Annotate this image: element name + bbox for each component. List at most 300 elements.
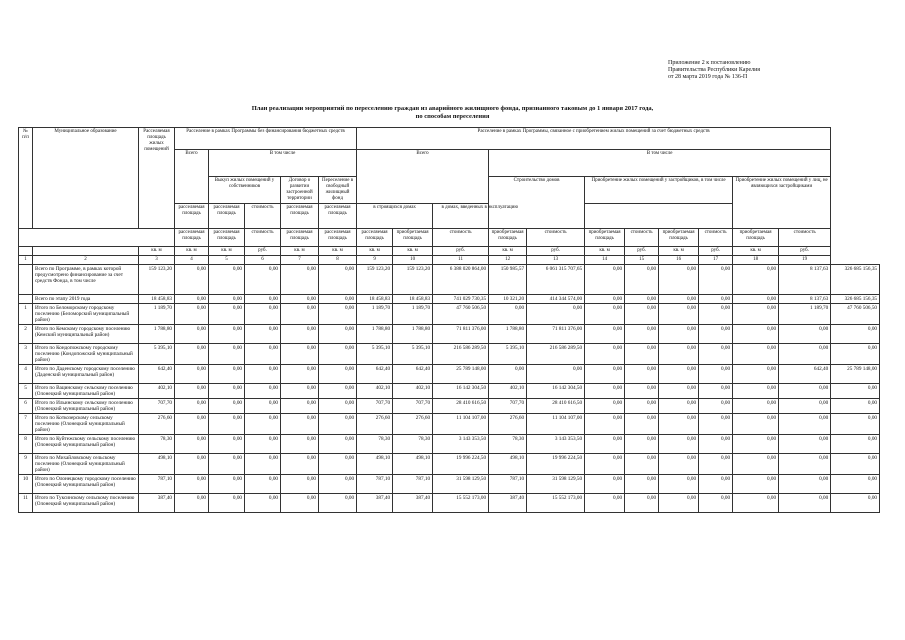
row-municipality: Итого по Туксинскому сельскому поселению (Олонецкий муниципальный район) bbox=[33, 494, 139, 513]
row-value: 787,10 bbox=[139, 475, 175, 494]
row-value: 0,00 bbox=[245, 384, 281, 399]
row-value: 0,00 bbox=[281, 304, 319, 325]
row-value: 642,40 bbox=[779, 365, 831, 384]
row-value: 0,00 bbox=[245, 265, 281, 295]
row-value: 0,00 bbox=[209, 399, 245, 414]
row-value: 0,00 bbox=[489, 304, 527, 325]
column-number: 6 bbox=[245, 256, 281, 265]
row-value: 0,00 bbox=[779, 494, 831, 513]
row-value: 0,00 bbox=[699, 494, 733, 513]
row-value: 0,00 bbox=[245, 365, 281, 384]
row-value: 0,00 bbox=[831, 435, 880, 454]
row-value: 16 142 304,50 bbox=[433, 384, 489, 399]
row-value: 0,00 bbox=[281, 414, 319, 435]
row-value: 216 586 289,50 bbox=[527, 344, 585, 365]
header-payout: Выкуп жилых помещений у собственников bbox=[209, 177, 281, 204]
unit-cell: кв. м bbox=[209, 247, 245, 256]
row-value: 0,00 bbox=[319, 325, 357, 344]
row-value: 0,00 bbox=[585, 265, 625, 295]
row-value: 787,10 bbox=[393, 475, 433, 494]
row-municipality: Итого по Кондопожскому городскому поселению (Кондопожский муниципальный район) bbox=[33, 344, 139, 365]
column-number: 1 bbox=[19, 256, 33, 265]
header-total-2: Всего bbox=[357, 150, 489, 204]
row-municipality: Итого по Михайловскому сельскому поселению (Олонецкий муниципальный район) bbox=[33, 454, 139, 475]
units-row bbox=[19, 247, 880, 256]
header-free-fund: Переселение в свободный жилищный фонд bbox=[319, 177, 357, 204]
row-value: 0,00 bbox=[319, 304, 357, 325]
table-row bbox=[19, 435, 880, 454]
row-value: 0,00 bbox=[175, 475, 209, 494]
unit-cell-empty bbox=[19, 247, 33, 256]
row-value: 387,40 bbox=[357, 494, 393, 513]
row-value: 0,00 bbox=[699, 325, 733, 344]
table-row bbox=[19, 399, 880, 414]
header-sub-acquired: приобретаемая площадь bbox=[393, 229, 433, 247]
row-value: 0,00 bbox=[527, 304, 585, 325]
row-value: 707,70 bbox=[139, 399, 175, 414]
row-value: 0,00 bbox=[281, 454, 319, 475]
row-value: 276,60 bbox=[393, 414, 433, 435]
row-value: 0,00 bbox=[319, 384, 357, 399]
header-in-building: в строящихся домах bbox=[357, 204, 433, 229]
row-municipality: Итого по Ильинскому сельскому поселению (Олонецкий муниципальный район) bbox=[33, 399, 139, 414]
row-value: 0,00 bbox=[319, 365, 357, 384]
table-row bbox=[19, 365, 880, 384]
column-number: 18 bbox=[733, 256, 779, 265]
row-value: 0,00 bbox=[699, 435, 733, 454]
row-value: 0,00 bbox=[319, 414, 357, 435]
header-municipality: Муниципальное образование bbox=[33, 128, 139, 229]
appendix-line-1: Приложение 2 к постановлению bbox=[668, 60, 751, 66]
row-value: 159 123,20 bbox=[393, 265, 433, 295]
row-value: 1 189,70 bbox=[393, 304, 433, 325]
unit-cell: кв. м bbox=[357, 247, 393, 256]
column-number: 4 bbox=[175, 256, 209, 265]
row-value: 0,00 bbox=[831, 494, 880, 513]
row-value: 0,00 bbox=[625, 454, 659, 475]
row-value: 0,00 bbox=[209, 295, 245, 304]
row-value: 6 388 020 864,00 bbox=[433, 265, 489, 295]
row-value: 0,00 bbox=[281, 344, 319, 365]
row-value: 1 189,70 bbox=[357, 304, 393, 325]
row-value: 0,00 bbox=[699, 304, 733, 325]
row-value: 0,00 bbox=[659, 344, 699, 365]
row-number: 9 bbox=[19, 454, 33, 475]
row-value: 0,00 bbox=[209, 304, 245, 325]
row-value: 28 410 616,50 bbox=[433, 399, 489, 414]
row-value: 0,00 bbox=[625, 325, 659, 344]
row-value: 0,00 bbox=[699, 454, 733, 475]
row-value: 0,00 bbox=[585, 304, 625, 325]
row-value: 0,00 bbox=[779, 475, 831, 494]
appendix-note bbox=[668, 60, 760, 81]
row-value: 1 788,80 bbox=[139, 325, 175, 344]
row-value: 0,00 bbox=[489, 365, 527, 384]
row-number: 11 bbox=[19, 494, 33, 513]
row-value: 0,00 bbox=[209, 265, 245, 295]
row-municipality: Итого по Коткозерскому сельскому поселению (Олонецкий муниципальный район) bbox=[33, 414, 139, 435]
row-value: 0,00 bbox=[209, 344, 245, 365]
row-value: 0,00 bbox=[659, 494, 699, 513]
row-value: 78,30 bbox=[489, 435, 527, 454]
row-value: 0,00 bbox=[281, 265, 319, 295]
row-value: 0,00 bbox=[659, 265, 699, 295]
header-buy-dev: Приобретение жилых помещений у застройщиков, в том числе bbox=[585, 177, 733, 204]
row-value: 414 344 574,00 bbox=[527, 295, 585, 304]
unit-cell: кв. м bbox=[281, 247, 319, 256]
row-value: 0,00 bbox=[831, 384, 880, 399]
row-number bbox=[19, 265, 33, 295]
row-value: 642,40 bbox=[139, 365, 175, 384]
title-line-2: по способам переселения bbox=[415, 113, 490, 120]
row-number: 4 bbox=[19, 365, 33, 384]
table-row bbox=[19, 265, 880, 295]
row-value: 18 458,83 bbox=[357, 295, 393, 304]
row-value: 0,00 bbox=[175, 265, 209, 295]
row-value: 71 811 376,00 bbox=[527, 325, 585, 344]
unit-cell: кв. м bbox=[585, 247, 625, 256]
row-value: 0,00 bbox=[831, 399, 880, 414]
row-number: 8 bbox=[19, 435, 33, 454]
row-number: 2 bbox=[19, 325, 33, 344]
title-line-1: План реализации мероприятий по переселению граждан из аварийного жилищного фонда, признанного таковым до 1 января 2017 года, bbox=[251, 105, 654, 112]
header-with-budget: Расселение в рамках Программы, связанное с приобретением жилых помещений за счет бюджетных средств bbox=[357, 128, 831, 150]
unit-cell: кв. м bbox=[489, 247, 527, 256]
row-value: 31 598 129,50 bbox=[527, 475, 585, 494]
row-value: 402,10 bbox=[357, 384, 393, 399]
row-value: 0,00 bbox=[831, 475, 880, 494]
row-value: 1 189,70 bbox=[779, 304, 831, 325]
row-value: 0,00 bbox=[659, 414, 699, 435]
row-value: 707,70 bbox=[357, 399, 393, 414]
row-value: 159 123,20 bbox=[357, 265, 393, 295]
header-sub-area: расселяемая площадь bbox=[281, 204, 319, 229]
row-municipality: Итого по Олонецкому городскому поселению (Олонецкий муниципальный район) bbox=[33, 475, 139, 494]
row-value: 0,00 bbox=[319, 494, 357, 513]
row-value: 0,00 bbox=[659, 325, 699, 344]
row-value: 0,00 bbox=[209, 384, 245, 399]
row-value: 0,00 bbox=[699, 414, 733, 435]
row-municipality: Итого по Кемскому городскому поселению (Кемский муниципальный район) bbox=[33, 325, 139, 344]
row-value: 3 143 353,50 bbox=[433, 435, 489, 454]
row-value: 16 142 304,50 bbox=[527, 384, 585, 399]
row-value: 498,10 bbox=[489, 454, 527, 475]
row-value: 0,00 bbox=[175, 384, 209, 399]
unit-cell: кв. м bbox=[659, 247, 699, 256]
row-value: 18 458,83 bbox=[139, 295, 175, 304]
document-title bbox=[0, 105, 905, 121]
row-value: 402,10 bbox=[139, 384, 175, 399]
header-num: № п/п bbox=[19, 128, 33, 229]
row-value: 0,00 bbox=[209, 494, 245, 513]
header-sub-cost: стоимость bbox=[699, 229, 733, 247]
header-sub-cost: стоимость bbox=[527, 229, 585, 247]
row-value: 0,00 bbox=[733, 365, 779, 384]
row-municipality: Итого по Вацинскому сельскому поселению (Олонецкий муниципальный район) bbox=[33, 384, 139, 399]
column-number: 7 bbox=[281, 256, 319, 265]
row-value: 0,00 bbox=[699, 365, 733, 384]
row-value: 0,00 bbox=[175, 454, 209, 475]
row-value: 8 137,63 bbox=[779, 295, 831, 304]
row-value: 402,10 bbox=[489, 384, 527, 399]
column-number: 13 bbox=[527, 256, 585, 265]
table-row bbox=[19, 494, 880, 513]
row-value: 0,00 bbox=[245, 295, 281, 304]
column-number: 14 bbox=[585, 256, 625, 265]
resettlement-table bbox=[18, 127, 880, 513]
row-value: 0,00 bbox=[245, 304, 281, 325]
appendix-line-3: от 28 марта 2019 года № 136-П bbox=[668, 74, 748, 80]
row-value: 0,00 bbox=[779, 344, 831, 365]
row-value: 0,00 bbox=[625, 475, 659, 494]
row-value: 0,00 bbox=[245, 494, 281, 513]
header-total: Всего bbox=[175, 150, 209, 204]
row-value: 0,00 bbox=[625, 414, 659, 435]
unit-cell: руб. bbox=[527, 247, 585, 256]
row-value: 0,00 bbox=[175, 494, 209, 513]
row-value: 0,00 bbox=[659, 365, 699, 384]
row-value: 787,10 bbox=[357, 475, 393, 494]
column-number: 3 bbox=[139, 256, 175, 265]
row-value: 0,00 bbox=[625, 365, 659, 384]
row-value: 276,60 bbox=[139, 414, 175, 435]
row-value: 0,00 bbox=[585, 454, 625, 475]
appendix-line-2: Правительства Республики Карелия bbox=[668, 67, 761, 73]
unit-cell: руб. bbox=[245, 247, 281, 256]
column-number: 15 bbox=[625, 256, 659, 265]
row-value: 78,30 bbox=[139, 435, 175, 454]
row-value: 0,00 bbox=[209, 475, 245, 494]
row-value: 31 598 129,50 bbox=[433, 475, 489, 494]
row-value: 0,00 bbox=[319, 295, 357, 304]
row-value: 1 788,80 bbox=[357, 325, 393, 344]
unit-cell: руб. bbox=[779, 247, 831, 256]
row-value: 0,00 bbox=[245, 344, 281, 365]
table-row bbox=[19, 295, 880, 304]
header-sub-cost: стоимость bbox=[433, 229, 489, 247]
header-dev-contract: Договор о развитии застроенной территории bbox=[281, 177, 319, 204]
row-value: 11 104 107,00 bbox=[433, 414, 489, 435]
column-number: 19 bbox=[779, 256, 831, 265]
header-incl-2: В том числе bbox=[489, 150, 831, 177]
row-value: 19 996 224,50 bbox=[433, 454, 489, 475]
header-incl: В том числе bbox=[209, 150, 357, 177]
row-value: 0,00 bbox=[281, 399, 319, 414]
row-value: 0,00 bbox=[659, 475, 699, 494]
row-value: 0,00 bbox=[585, 494, 625, 513]
row-value: 0,00 bbox=[209, 325, 245, 344]
row-value: 741 029 730,35 bbox=[433, 295, 489, 304]
row-value: 159 123,20 bbox=[139, 265, 175, 295]
row-value: 0,00 bbox=[175, 325, 209, 344]
row-value: 0,00 bbox=[625, 295, 659, 304]
row-number: 7 bbox=[19, 414, 33, 435]
unit-cell: кв. м bbox=[733, 247, 779, 256]
row-value: 0,00 bbox=[175, 344, 209, 365]
row-value: 0,00 bbox=[625, 344, 659, 365]
row-value: 1 189,70 bbox=[139, 304, 175, 325]
row-value: 0,00 bbox=[245, 414, 281, 435]
row-value: 0,00 bbox=[779, 414, 831, 435]
row-value: 0,00 bbox=[209, 454, 245, 475]
row-value: 0,00 bbox=[281, 475, 319, 494]
header-sub-area: расселяемая площадь bbox=[175, 229, 209, 247]
header-sub-area: расселяемая площадь bbox=[209, 204, 245, 229]
row-value: 0,00 bbox=[281, 384, 319, 399]
header-sub-acquired: приобретаемая площадь bbox=[489, 229, 527, 247]
row-value: 0,00 bbox=[779, 399, 831, 414]
row-value: 326 685 156,35 bbox=[831, 295, 880, 304]
header-area-total: Расселяемая площадь жилых помещений bbox=[139, 128, 175, 229]
row-value: 0,00 bbox=[733, 265, 779, 295]
row-municipality: Итого по Даденскому городскому поселению (Даденский муниципальный район) bbox=[33, 365, 139, 384]
row-value: 387,40 bbox=[139, 494, 175, 513]
row-value: 25 789 148,00 bbox=[433, 365, 489, 384]
row-value: 0,00 bbox=[585, 435, 625, 454]
row-number: 1 bbox=[19, 304, 33, 325]
row-value: 0,00 bbox=[319, 435, 357, 454]
header-sub-cost: стоимость bbox=[245, 229, 281, 247]
row-value: 0,00 bbox=[699, 475, 733, 494]
row-value: 0,00 bbox=[733, 399, 779, 414]
table-row bbox=[19, 475, 880, 494]
header-sub-area: расселяемая площадь bbox=[209, 229, 245, 247]
header-sub-area: расселяемая площадь bbox=[319, 204, 357, 229]
row-value: 25 789 148,00 bbox=[831, 365, 880, 384]
row-value: 498,10 bbox=[139, 454, 175, 475]
row-value: 0,00 bbox=[319, 475, 357, 494]
row-value: 0,00 bbox=[779, 384, 831, 399]
row-value: 0,00 bbox=[625, 494, 659, 513]
row-value: 15 552 173,00 bbox=[433, 494, 489, 513]
row-value: 0,00 bbox=[733, 435, 779, 454]
row-value: 0,00 bbox=[699, 295, 733, 304]
column-number: 9 bbox=[357, 256, 393, 265]
column-number: 5 bbox=[209, 256, 245, 265]
row-value: 0,00 bbox=[175, 435, 209, 454]
header-sub-cost: стоимость bbox=[625, 229, 659, 247]
row-value: 0,00 bbox=[779, 325, 831, 344]
column-number: 8 bbox=[319, 256, 357, 265]
row-value: 0,00 bbox=[699, 265, 733, 295]
row-value: 276,60 bbox=[489, 414, 527, 435]
row-value: 0,00 bbox=[585, 399, 625, 414]
row-value: 707,70 bbox=[489, 399, 527, 414]
row-value: 47 760 506,50 bbox=[831, 304, 880, 325]
row-value: 0,00 bbox=[733, 295, 779, 304]
row-value: 402,10 bbox=[393, 384, 433, 399]
row-value: 71 811 376,00 bbox=[433, 325, 489, 344]
row-value: 5 395,10 bbox=[489, 344, 527, 365]
row-value: 0,00 bbox=[281, 295, 319, 304]
table-body bbox=[19, 265, 880, 513]
row-value: 0,00 bbox=[733, 475, 779, 494]
header-sub-acquired: приобретаемая площадь bbox=[585, 229, 625, 247]
row-value: 150 985,57 bbox=[489, 265, 527, 295]
row-value: 498,10 bbox=[393, 454, 433, 475]
table-row bbox=[19, 325, 880, 344]
row-value: 0,00 bbox=[699, 399, 733, 414]
row-value: 0,00 bbox=[527, 365, 585, 384]
row-value: 0,00 bbox=[585, 414, 625, 435]
row-value: 0,00 bbox=[585, 384, 625, 399]
unit-cell: кв. м bbox=[175, 247, 209, 256]
table-row bbox=[19, 344, 880, 365]
row-value: 28 410 616,50 bbox=[527, 399, 585, 414]
header-sub-area: расселяемая площадь bbox=[319, 229, 357, 247]
row-value: 0,00 bbox=[779, 435, 831, 454]
row-value: 0,00 bbox=[733, 454, 779, 475]
row-number: 6 bbox=[19, 399, 33, 414]
row-value: 8 137,63 bbox=[779, 265, 831, 295]
row-value: 5 395,10 bbox=[139, 344, 175, 365]
row-value: 0,00 bbox=[585, 365, 625, 384]
row-municipality: Всего по Программе, в рамках которой предусмотрено финансирование за счет средств Фонда, в том числе bbox=[33, 265, 139, 295]
row-value: 0,00 bbox=[209, 435, 245, 454]
column-number: 16 bbox=[659, 256, 699, 265]
row-value: 0,00 bbox=[175, 304, 209, 325]
row-value: 387,40 bbox=[393, 494, 433, 513]
row-value: 0,00 bbox=[625, 304, 659, 325]
header-sub-cost: стоимость bbox=[779, 229, 831, 247]
column-number: 10 bbox=[393, 256, 433, 265]
column-number: 17 bbox=[699, 256, 733, 265]
row-value: 5 395,10 bbox=[357, 344, 393, 365]
row-value: 0,00 bbox=[319, 399, 357, 414]
header-sub-cost: стоимость bbox=[245, 204, 281, 229]
unit-cell-empty bbox=[33, 247, 139, 256]
header-in-built: в домах, введенных в эксплуатацию bbox=[433, 204, 527, 229]
unit-cell: руб. bbox=[433, 247, 489, 256]
row-value: 326 685 156,35 bbox=[831, 265, 880, 295]
row-value: 0,00 bbox=[175, 295, 209, 304]
row-value: 0,00 bbox=[281, 435, 319, 454]
row-value: 19 996 224,50 bbox=[527, 454, 585, 475]
row-value: 0,00 bbox=[281, 325, 319, 344]
row-value: 0,00 bbox=[625, 399, 659, 414]
table-row bbox=[19, 454, 880, 475]
table-row bbox=[19, 384, 880, 399]
header-sub-acquired: приобретаемая площадь bbox=[659, 229, 699, 247]
unit-cell: кв. м bbox=[139, 247, 175, 256]
row-value: 0,00 bbox=[281, 494, 319, 513]
row-value: 0,00 bbox=[699, 384, 733, 399]
row-value: 0,00 bbox=[831, 454, 880, 475]
row-value: 0,00 bbox=[733, 325, 779, 344]
row-value: 0,00 bbox=[245, 325, 281, 344]
row-municipality: Всего по этапу 2019 года bbox=[33, 295, 139, 304]
row-value: 0,00 bbox=[659, 295, 699, 304]
header-sub-area: расселяемая площадь bbox=[357, 229, 393, 247]
row-value: 216 586 289,50 bbox=[433, 344, 489, 365]
row-value: 0,00 bbox=[175, 399, 209, 414]
row-value: 0,00 bbox=[209, 365, 245, 384]
row-value: 642,40 bbox=[393, 365, 433, 384]
header-sub-acquired: приобретаемая площадь bbox=[733, 229, 779, 247]
row-value: 0,00 bbox=[659, 304, 699, 325]
column-number: 11 bbox=[433, 256, 489, 265]
row-value: 5 395,10 bbox=[393, 344, 433, 365]
row-value: 0,00 bbox=[585, 475, 625, 494]
row-value: 498,10 bbox=[357, 454, 393, 475]
row-value: 0,00 bbox=[625, 435, 659, 454]
column-number: 12 bbox=[489, 256, 527, 265]
row-value: 0,00 bbox=[733, 494, 779, 513]
row-value: 0,00 bbox=[281, 365, 319, 384]
row-value: 0,00 bbox=[585, 295, 625, 304]
row-value: 0,00 bbox=[625, 265, 659, 295]
row-value: 15 552 173,00 bbox=[527, 494, 585, 513]
